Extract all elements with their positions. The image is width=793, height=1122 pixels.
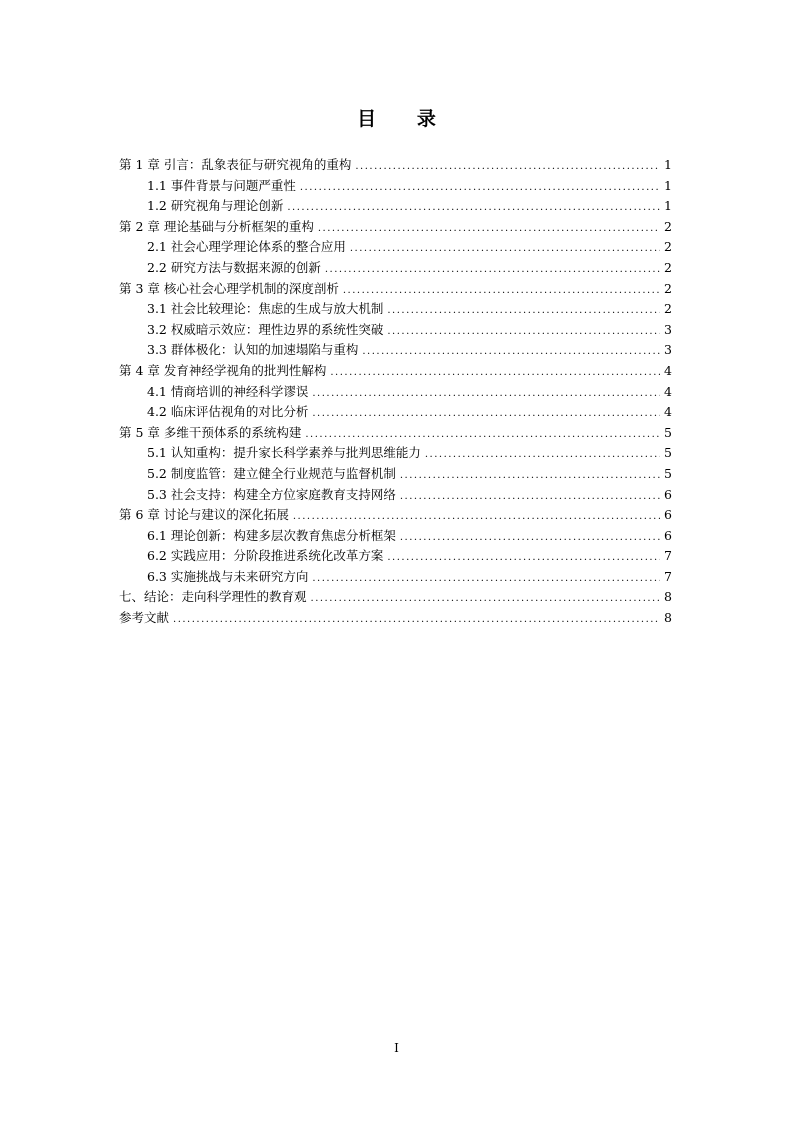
toc-entry[interactable] [119, 567, 672, 588]
toc-leader-dots [387, 322, 660, 343]
toc-leader-dots [293, 507, 660, 528]
toc-entry[interactable] [119, 382, 672, 403]
toc-leader-dots [311, 589, 661, 610]
toc-page-number: 4 [664, 404, 672, 420]
toc-leader-dots [343, 281, 660, 302]
toc-leader-dots [400, 466, 660, 487]
toc-entry[interactable] [119, 546, 672, 567]
page-number: I [394, 1041, 399, 1055]
toc-leader-dots [312, 404, 660, 425]
toc-entry[interactable] [119, 299, 672, 320]
toc-entry[interactable] [119, 443, 672, 464]
toc-entry-label: 5.3 社会支持：构建全方位家庭教育支持网络 [147, 486, 396, 502]
toc-entry-label: 3.3 群体极化：认知的加速塌陷与重构 [147, 342, 359, 358]
toc-leader-dots [305, 425, 660, 446]
toc-entry-label: 1.1 事件背景与问题严重性 [147, 177, 296, 193]
toc-entry[interactable] [119, 485, 672, 506]
toc-leader-dots [287, 198, 660, 219]
toc-page-number: 4 [664, 383, 672, 399]
toc-page-number: 7 [664, 568, 672, 584]
toc-page-number: 2 [664, 259, 672, 275]
toc-page-number: 3 [664, 342, 672, 358]
page-title: 目 录 [357, 108, 453, 130]
toc-page-number: 5 [664, 445, 672, 461]
toc-page-number: 1 [664, 177, 672, 193]
toc-page-number: 1 [664, 157, 672, 172]
toc-entry-label: 6.2 实践应用：分阶段推进系统化改革方案 [147, 548, 384, 564]
toc-entry-label: 2.2 研究方法与数据来源的创新 [147, 259, 321, 275]
toc-entry-label: 3.1 社会比较理论：焦虑的生成与放大机制 [147, 301, 384, 317]
toc-entry[interactable] [119, 526, 672, 547]
toc-page-number: 2 [664, 218, 672, 234]
toc-page-number: 1 [664, 198, 672, 214]
toc-entry-label: 5.2 制度监管：建立健全行业规范与监督机制 [147, 465, 396, 481]
toc-entry-label: 第 2 章 理论基础与分析框架的重构 [119, 218, 314, 234]
toc-entry[interactable] [119, 237, 672, 258]
toc-leader-dots [387, 548, 660, 569]
toc-entry-label: 4.2 临床评估视角的对比分析 [147, 404, 309, 420]
toc-entry-label: 第 3 章 核心社会心理学机制的深度剖析 [119, 280, 339, 296]
toc-entry[interactable] [119, 196, 672, 217]
toc-leader-dots [312, 384, 660, 405]
toc-entry[interactable] [119, 505, 672, 526]
toc-leader-dots [387, 301, 660, 322]
toc-entry-label: 2.1 社会心理学理论体系的整合应用 [147, 239, 346, 255]
toc-entry[interactable] [119, 361, 672, 382]
toc-entry-label: 3.2 权威暗示效应：理性边界的系统性突破 [147, 321, 384, 337]
toc-leader-dots [300, 178, 660, 199]
toc-entry[interactable] [119, 464, 672, 485]
toc-entry-label: 第 4 章 发育神经学视角的批判性解构 [119, 362, 327, 378]
toc-entry[interactable] [119, 176, 672, 197]
toc-entry-label: 5.1 认知重构：提升家长科学素养与批判思维能力 [147, 445, 421, 461]
toc-entry[interactable] [119, 320, 672, 341]
toc-page-number: 2 [664, 301, 672, 317]
toc-page-number: 8 [664, 610, 672, 626]
toc-entry-label: 第 6 章 讨论与建议的深化拓展 [119, 507, 289, 523]
toc-leader-dots [362, 342, 660, 363]
toc-leader-dots [325, 260, 660, 281]
toc-entry[interactable] [119, 608, 672, 629]
toc-entry[interactable] [119, 279, 672, 300]
toc-entry-label: 1.2 研究视角与理论创新 [147, 198, 284, 214]
toc-page-number: 7 [664, 548, 672, 564]
toc-entry[interactable] [119, 155, 672, 176]
toc-entry[interactable] [119, 587, 672, 608]
toc-leader-dots [173, 610, 660, 631]
toc-page-number: 6 [664, 527, 672, 543]
toc-page-number: 5 [664, 424, 672, 440]
toc-entry-label: 4.1 情商培训的神经科学谬误 [147, 383, 309, 399]
toc-entry-label: 七、结论：走向科学理性的教育观 [119, 589, 307, 605]
toc-page-number: 2 [664, 239, 672, 255]
toc-page-number: 6 [664, 507, 672, 523]
toc-page-number: 6 [664, 486, 672, 502]
toc-entry-label: 6.1 理论创新：构建多层次教育焦虑分析框架 [147, 527, 396, 543]
toc-leader-dots [330, 363, 660, 384]
toc-entry-label: 6.3 实施挑战与未来研究方向 [147, 568, 309, 584]
toc-leader-dots [350, 239, 660, 260]
toc-entry[interactable] [119, 423, 672, 444]
toc-leader-dots [400, 528, 660, 549]
toc-page-number: 4 [664, 362, 672, 378]
toc-leader-dots [400, 487, 660, 508]
toc-entry[interactable] [119, 258, 672, 279]
toc-entry[interactable] [119, 402, 672, 423]
toc-entry-label: 参考文献 [119, 610, 170, 626]
toc-leader-dots [318, 219, 660, 240]
toc-entry-label: 第 5 章 多维干预体系的系统构建 [119, 424, 302, 440]
toc-entry-label: 第 1 章 引言：乱象表征与研究视角的重构 [119, 157, 352, 172]
table-of-contents [119, 155, 672, 629]
toc-page-number: 2 [664, 280, 672, 296]
toc-page-number: 8 [664, 589, 672, 605]
toc-leader-dots [425, 445, 660, 466]
toc-leader-dots [355, 157, 660, 178]
toc-page-number: 5 [664, 465, 672, 481]
toc-page-number: 3 [664, 321, 672, 337]
toc-entry[interactable] [119, 217, 672, 238]
toc-leader-dots [312, 569, 660, 590]
toc-entry[interactable] [119, 340, 672, 361]
